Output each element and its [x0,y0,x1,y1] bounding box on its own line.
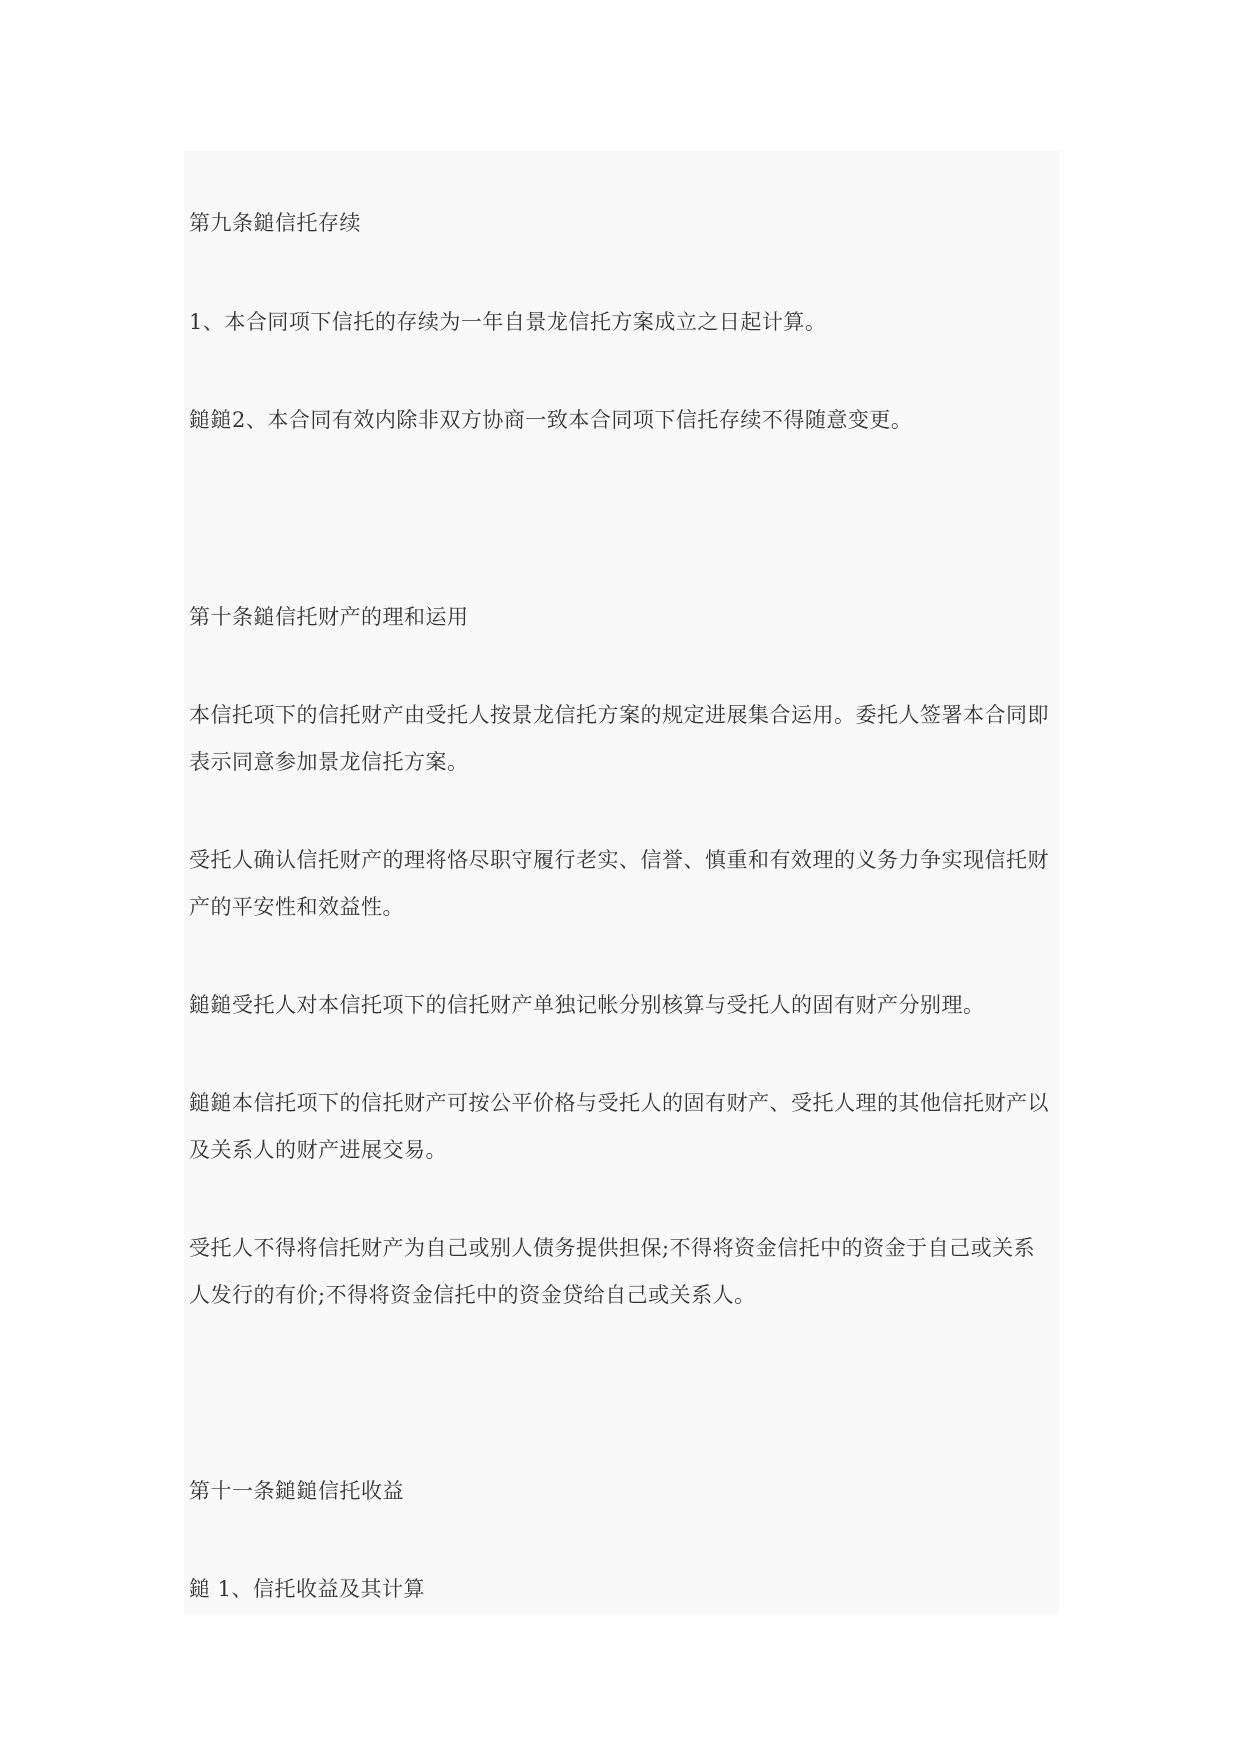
article-10-paragraph-4-line-2: 及关系人的财产进展交易。 [189,1138,447,1162]
article-11-heading: 第十一条鎚鎚信托收益 [189,1479,404,1503]
article-10-paragraph-4-line-1: 鎚鎚本信托项下的信托财产可按公平价格与受托人的固有财产、受托人理的其他信托财产以 [189,1091,1049,1115]
article-10-paragraph-2-line-2: 产的平安性和效益性。 [189,895,404,919]
article-10-paragraph-3: 鎚鎚受托人对本信托项下的信托财产单独记帐分别核算与受托人的固有财产分别理。 [189,993,985,1017]
article-10-paragraph-1-line-1: 本信托项下的信托财产由受托人按景龙信托方案的规定进展集合运用。委托人签署本合同即 [189,703,1049,727]
article-10-paragraph-5-line-2: 人发行的有价;不得将资金信托中的资金贷给自己或关系人。 [189,1283,756,1307]
article-9-paragraph-1: 1、本合同项下信托的存续为一年自景龙信托方案成立之日起计算。 [189,310,827,334]
article-9-heading: 第九条鎚信托存续 [189,211,361,235]
article-10-paragraph-5-line-1: 受托人不得将信托财产为自己或别人债务提供担保;不得将资金信托中的资金于自己或关系 [189,1236,1036,1260]
article-9-paragraph-2: 鎚鎚2、本合同有效内除非双方协商一致本合同项下信托存续不得随意变更。 [189,408,913,432]
document-content-area [184,151,1059,1614]
article-10-heading: 第十条鎚信托财产的理和运用 [189,605,469,629]
article-10-paragraph-1-line-2: 表示同意参加景龙信托方案。 [189,750,469,774]
article-11-paragraph-1: 鎚 1、信托收益及其计算 [189,1577,426,1601]
article-10-paragraph-2-line-1: 受托人确认信托财产的理将恪尽职守履行老实、信誉、慎重和有效理的义务力争实现信托财 [189,848,1049,872]
